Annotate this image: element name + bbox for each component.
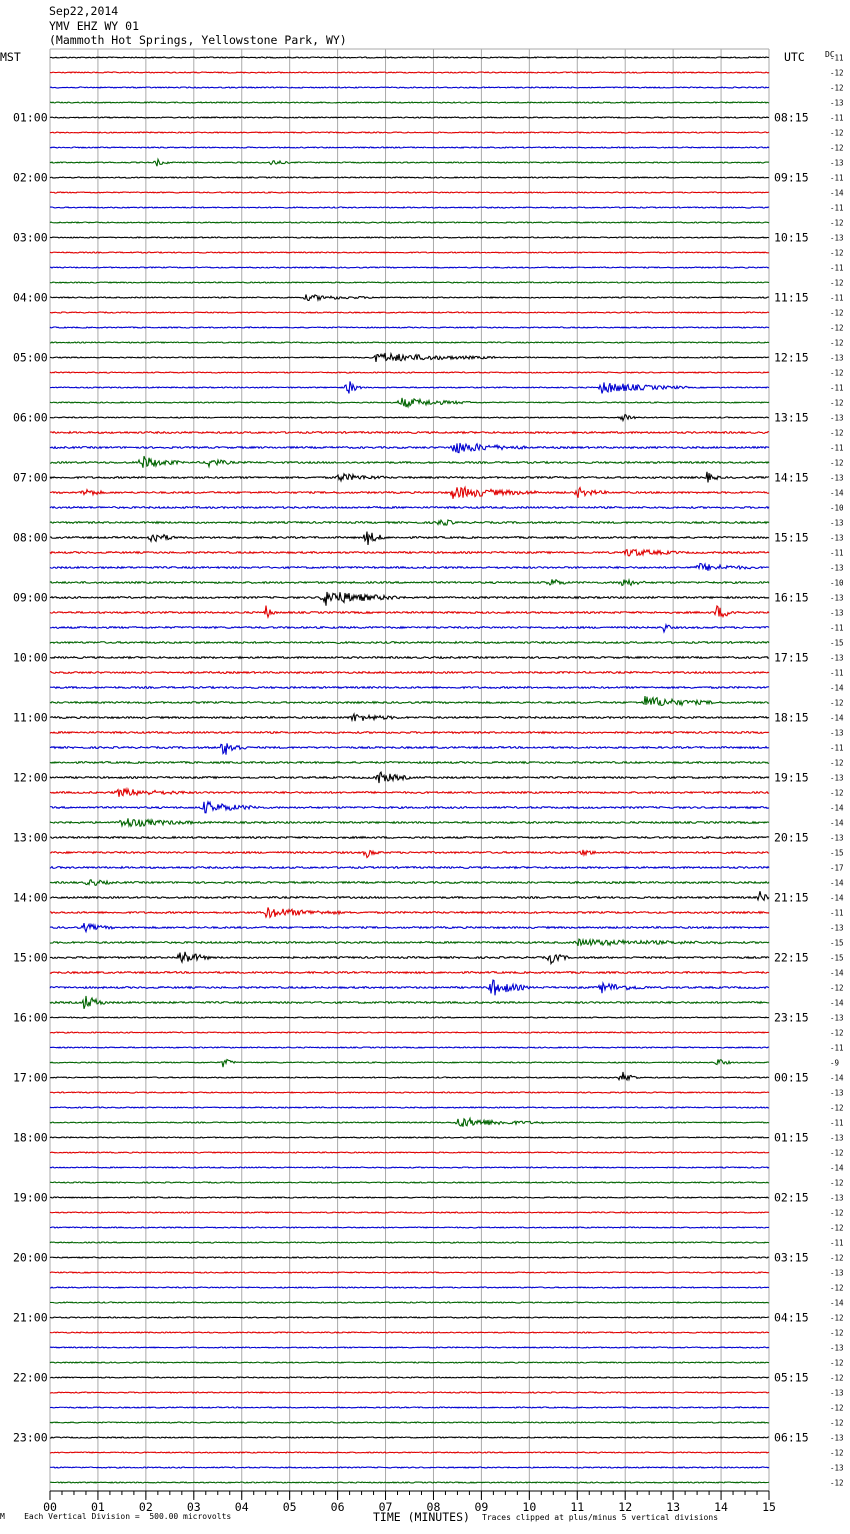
seismic-trace xyxy=(50,939,769,946)
seismic-trace xyxy=(50,1152,769,1153)
seismic-trace xyxy=(50,972,769,974)
left-hour-label: 15:00 xyxy=(13,950,48,965)
x-tick-label: 12 xyxy=(618,1500,633,1514)
seismic-trace xyxy=(50,564,769,571)
seismic-trace xyxy=(50,192,769,193)
dc-offset-label: -14 xyxy=(830,188,844,198)
seismic-trace xyxy=(50,818,769,826)
seismic-trace xyxy=(50,443,769,453)
dc-offset-label: -12 xyxy=(830,458,844,468)
dc-offset-label: -13 xyxy=(830,923,844,933)
dc-offset-label: -13 xyxy=(830,1343,844,1353)
seismic-trace xyxy=(50,252,769,253)
right-hour-label: 17:15 xyxy=(774,650,809,665)
left-timezone-label: MST xyxy=(0,50,21,64)
dc-offset-label: -12 xyxy=(830,1358,844,1368)
seismic-trace xyxy=(50,907,769,917)
dc-offset-label: -12 xyxy=(830,983,844,993)
seismic-trace xyxy=(50,294,769,300)
right-timezone-label: UTC xyxy=(784,50,805,64)
dc-offset-label: -11 xyxy=(830,203,844,213)
chart-station: YMV EHZ WY 01 xyxy=(49,18,140,33)
seismic-trace xyxy=(50,159,769,166)
seismic-trace xyxy=(50,867,769,869)
x-tick-label: 00 xyxy=(43,1500,57,1514)
seismic-trace xyxy=(50,1422,769,1423)
seismic-trace xyxy=(50,789,769,797)
footer-scale: Each Vertical Division = 500.00 microvolts xyxy=(24,1512,232,1521)
right-hour-label: 13:15 xyxy=(774,410,809,425)
dc-offset-label: -15 xyxy=(830,938,844,948)
left-hour-label: 22:00 xyxy=(13,1370,48,1385)
seismic-trace xyxy=(50,687,769,689)
dc-offset-label: -14 xyxy=(830,1163,844,1173)
seismic-trace xyxy=(50,772,769,783)
left-hour-label: 10:00 xyxy=(13,650,48,665)
seismic-trace xyxy=(50,743,769,754)
dc-offset-label: -13 xyxy=(830,1133,844,1143)
dc-offset-label: -11 xyxy=(830,293,844,303)
dc-offset-label: -12 xyxy=(830,128,844,138)
seismic-trace xyxy=(50,762,769,764)
seismic-trace xyxy=(50,117,769,118)
dc-offset-label: -12 xyxy=(830,338,844,348)
right-hour-label: 06:15 xyxy=(774,1430,809,1445)
left-hour-label: 11:00 xyxy=(13,710,48,725)
seismic-trace xyxy=(50,177,769,178)
right-hour-label: 18:15 xyxy=(774,710,809,725)
x-tick-label: 09 xyxy=(474,1500,489,1514)
seismic-trace xyxy=(50,282,769,283)
dc-offset-label: -12 xyxy=(830,248,844,258)
seismic-trace xyxy=(50,1167,769,1168)
seismic-trace xyxy=(50,398,769,407)
dc-offset-label: -10 xyxy=(830,578,844,588)
seismic-trace xyxy=(50,132,769,133)
seismic-trace xyxy=(50,102,769,103)
seismic-trace xyxy=(50,1272,769,1273)
dc-offset-label: -12 xyxy=(830,1313,844,1323)
seismic-trace xyxy=(50,1227,769,1228)
right-hour-label: 21:15 xyxy=(774,890,809,905)
dc-offset-label: -15 xyxy=(830,638,844,648)
right-hour-label: 08:15 xyxy=(774,110,809,125)
left-hour-label: 16:00 xyxy=(13,1010,48,1025)
dc-offset-label: -12 xyxy=(830,1328,844,1338)
seismic-trace xyxy=(50,579,769,585)
dc-offset-label: -12 xyxy=(830,1283,844,1293)
right-hour-label: 09:15 xyxy=(774,170,809,185)
dc-offset-label: -11 xyxy=(830,743,844,753)
x-tick-label: 10 xyxy=(522,1500,537,1514)
right-hour-label: 10:15 xyxy=(774,230,809,245)
seismic-trace xyxy=(50,850,769,858)
dc-offset-label: -13 xyxy=(830,1433,844,1443)
seismic-trace xyxy=(50,415,769,421)
left-hour-label: 21:00 xyxy=(13,1310,48,1325)
dc-offset-label: -13 xyxy=(830,233,844,243)
dc-offset-label: -12 xyxy=(830,68,844,78)
dc-offset-label: -12 xyxy=(830,278,844,288)
seismic-trace xyxy=(50,1287,769,1288)
dc-offset-label: -11 xyxy=(830,668,844,678)
seismic-trace xyxy=(50,837,769,839)
seismic-trace xyxy=(50,237,769,238)
dc-offset-label: -13 xyxy=(830,1268,844,1278)
seismic-trace xyxy=(50,267,769,268)
left-hour-label: 23:00 xyxy=(13,1430,48,1445)
dc-offset-label: -13 xyxy=(830,653,844,663)
right-hour-label: 00:15 xyxy=(774,1070,809,1085)
dc-offset-label: -11 xyxy=(830,263,844,273)
left-hour-label: 18:00 xyxy=(13,1130,48,1145)
dc-offset-label: -12 xyxy=(830,218,844,228)
footer-mark: M xyxy=(0,1512,5,1521)
dc-offset-label: -11 xyxy=(830,1118,844,1128)
seismic-trace xyxy=(50,353,769,362)
dc-offset-label: -12 xyxy=(830,1403,844,1413)
left-hour-label: 06:00 xyxy=(13,410,48,425)
seismic-trace xyxy=(50,312,769,313)
x-tick-label: 14 xyxy=(714,1500,728,1514)
left-hour-label: 09:00 xyxy=(13,590,48,605)
seismic-trace xyxy=(50,1197,769,1198)
left-hour-label: 07:00 xyxy=(13,470,48,485)
dc-offset-label: -12 xyxy=(830,1448,844,1458)
x-tick-label: 15 xyxy=(762,1500,776,1514)
seismic-trace xyxy=(50,1017,769,1018)
seismic-trace xyxy=(50,456,769,468)
dc-offset-label: -12 xyxy=(830,1178,844,1188)
dc-offset-label: -11 xyxy=(830,383,844,393)
dc-offset-label: -12 xyxy=(830,1208,844,1218)
right-hour-label: 02:15 xyxy=(774,1190,809,1205)
right-hour-label: 20:15 xyxy=(774,830,809,845)
dc-offset-label: -13 xyxy=(830,593,844,603)
seismic-trace xyxy=(50,642,769,644)
x-tick-label: 11 xyxy=(570,1500,585,1514)
dc-offset-label: -12 xyxy=(830,368,844,378)
seismic-trace xyxy=(50,57,769,58)
dc-offset-label: -13 xyxy=(830,1013,844,1023)
dc-offset-label: -14 xyxy=(830,488,844,498)
seismic-trace xyxy=(50,147,769,148)
dc-offset-label: -11 xyxy=(830,443,844,453)
seismic-trace xyxy=(50,487,769,498)
seismic-trace xyxy=(50,732,769,734)
seismic-trace xyxy=(50,1302,769,1303)
left-hour-label: 19:00 xyxy=(13,1190,48,1205)
dc-offset-label: -15 xyxy=(830,953,844,963)
time-grid xyxy=(50,49,769,1498)
left-hour-label: 05:00 xyxy=(13,350,48,365)
seismic-trace xyxy=(50,1257,769,1258)
dc-offset-label: -12 xyxy=(830,788,844,798)
seismic-trace xyxy=(50,372,769,373)
dc-offset-label: -13 xyxy=(830,98,844,108)
right-hour-label: 15:15 xyxy=(774,530,809,545)
seismic-trace xyxy=(50,1092,769,1093)
dc-offset-label: -11 xyxy=(830,548,844,558)
dc-offset-label: -12 xyxy=(830,308,844,318)
seismic-trace xyxy=(50,1072,769,1080)
seismic-trace xyxy=(50,1407,769,1408)
dc-offset-label: -12 xyxy=(830,143,844,153)
right-hour-label: 16:15 xyxy=(774,590,809,605)
left-hour-label: 17:00 xyxy=(13,1070,48,1085)
dc-offset-label: -11 xyxy=(830,53,844,63)
seismic-trace xyxy=(50,1392,769,1393)
dc-offset-label: -13 xyxy=(830,353,844,363)
right-hour-label: 14:15 xyxy=(774,470,809,485)
dc-offset-label: -13 xyxy=(830,473,844,483)
seismic-trace xyxy=(50,1118,769,1126)
seismic-trace xyxy=(50,1452,769,1453)
dc-offset-label: -13 xyxy=(830,728,844,738)
dc-offset-label: -12 xyxy=(830,1478,844,1488)
right-hour-label: 03:15 xyxy=(774,1250,809,1265)
seismic-trace xyxy=(50,1032,769,1033)
dc-offset-label: -14 xyxy=(830,878,844,888)
left-hour-label: 20:00 xyxy=(13,1250,48,1265)
dc-offset-label: -11 xyxy=(830,908,844,918)
seismic-trace xyxy=(50,923,769,932)
dc-offset-label: -14 xyxy=(830,893,844,903)
dc-offset-label: -13 xyxy=(830,1463,844,1473)
seismic-trace xyxy=(50,802,769,813)
chart-date: Sep22,2014 xyxy=(49,4,119,18)
dc-offset-label: -13 xyxy=(830,1193,844,1203)
seismic-trace xyxy=(50,1212,769,1213)
dc-offset-label: -14 xyxy=(830,803,844,813)
x-tick-label: 13 xyxy=(666,1500,681,1514)
seismic-trace xyxy=(50,1242,769,1243)
seismic-trace xyxy=(50,1107,769,1108)
seismic-trace xyxy=(50,507,769,509)
dc-offset-label: -15 xyxy=(830,848,844,858)
dc-offset-label: -12 xyxy=(830,1373,844,1383)
dc-offset-label: -14 xyxy=(830,713,844,723)
right-hour-label: 05:15 xyxy=(774,1370,809,1385)
seismic-trace xyxy=(50,472,769,483)
dc-offset-label: -12 xyxy=(830,1028,844,1038)
left-hour-label: 04:00 xyxy=(13,290,48,305)
dc-offset-label: -13 xyxy=(830,518,844,528)
dc-offset-label: -13 xyxy=(830,773,844,783)
left-hour-label: 01:00 xyxy=(13,110,48,125)
dc-offset-label: -11 xyxy=(830,1238,844,1248)
dc-offset-label: -12 xyxy=(830,323,844,333)
seismic-trace xyxy=(50,1362,769,1363)
seismic-trace xyxy=(50,880,769,886)
left-hour-label: 13:00 xyxy=(13,830,48,845)
dc-offset-label: -9 xyxy=(830,1058,840,1068)
seismic-trace xyxy=(50,1467,769,1468)
dc-offset-label: -17 xyxy=(830,863,844,873)
seismic-trace xyxy=(50,381,769,393)
seismic-trace xyxy=(50,625,769,632)
seismic-trace xyxy=(50,996,769,1009)
seismic-trace xyxy=(50,342,769,343)
dc-offset-label: -13 xyxy=(830,1388,844,1398)
dc-offset-label: -12 xyxy=(830,1418,844,1428)
x-tick-label: 02 xyxy=(138,1500,153,1514)
dc-offset-label: -12 xyxy=(830,758,844,768)
dc-offset-label: -14 xyxy=(830,683,844,693)
seismic-trace xyxy=(50,87,769,88)
dc-offset-label: -13 xyxy=(830,608,844,618)
seismic-trace xyxy=(50,1047,769,1048)
dc-offset-label: -11 xyxy=(830,173,844,183)
x-tick-label: 01 xyxy=(91,1500,105,1514)
dc-offset-label: -12 xyxy=(830,83,844,93)
seismic-trace xyxy=(50,550,769,556)
seismic-trace xyxy=(50,1347,769,1348)
x-tick-label: 05 xyxy=(282,1500,297,1514)
seismic-trace xyxy=(50,1137,769,1138)
clip-note: Traces clipped at plus/minus 5 vertical divisions xyxy=(482,1513,719,1522)
scale-note xyxy=(0,1512,231,1521)
seismic-trace xyxy=(50,1182,769,1183)
x-tick-label: 06 xyxy=(330,1500,345,1514)
dc-offset-label: -13 xyxy=(830,533,844,543)
seismic-trace xyxy=(50,432,769,434)
dc-offset-label: -12 xyxy=(830,1253,844,1263)
dc-offset-label: -14 xyxy=(830,998,844,1008)
right-hour-label: 04:15 xyxy=(774,1310,809,1325)
right-hour-label: 22:15 xyxy=(774,950,809,965)
seismic-trace xyxy=(50,222,769,223)
seismic-trace xyxy=(50,327,769,328)
dc-offset-label: -13 xyxy=(830,563,844,573)
x-tick-label: 07 xyxy=(378,1500,393,1514)
x-tick-label: 03 xyxy=(186,1500,201,1514)
x-axis-title: TIME (MINUTES) xyxy=(373,1510,470,1524)
seismic-trace xyxy=(50,696,769,705)
dc-offset-label: -13 xyxy=(830,158,844,168)
x-tick-label: 08 xyxy=(426,1500,441,1514)
seismic-trace xyxy=(50,532,769,545)
seismic-trace xyxy=(50,72,769,73)
trace-group xyxy=(50,57,769,1483)
dc-offset-label: -14 xyxy=(830,1298,844,1308)
dc-offset-label: -13 xyxy=(830,413,844,423)
seismic-trace xyxy=(50,980,769,995)
seismic-trace xyxy=(50,1377,769,1378)
dc-offset-label: -12 xyxy=(830,1103,844,1113)
dc-offset-label: -12 xyxy=(830,1148,844,1158)
dc-offset-label: -11 xyxy=(830,1043,844,1053)
dc-offset-label: -12 xyxy=(830,398,844,408)
seismic-trace xyxy=(50,714,769,721)
chart-location: (Mammoth Hot Springs, Yellowstone Park, WY) xyxy=(49,33,347,47)
left-hour-label: 02:00 xyxy=(13,170,48,185)
x-tick-label: 04 xyxy=(234,1500,249,1514)
seismic-trace xyxy=(50,606,769,618)
dc-offset-label: -12 xyxy=(830,428,844,438)
seismic-trace xyxy=(50,672,769,674)
seismic-trace xyxy=(50,1482,769,1483)
dc-offset-label: -11 xyxy=(830,113,844,123)
dc-offset-label: -12 xyxy=(830,698,844,708)
right-hour-label: 12:15 xyxy=(774,350,809,365)
right-hour-label: 19:15 xyxy=(774,770,809,785)
dc-offset-label: -14 xyxy=(830,968,844,978)
seismic-trace xyxy=(50,1059,769,1067)
left-hour-label: 03:00 xyxy=(13,230,48,245)
dc-offset-label: -14 xyxy=(830,1073,844,1083)
right-hour-label: 01:15 xyxy=(774,1130,809,1145)
right-hour-label: 11:15 xyxy=(774,290,809,305)
dc-offset-label: -12 xyxy=(830,1223,844,1233)
seismic-trace xyxy=(50,891,769,900)
dc-label: DC xyxy=(825,50,835,59)
seismic-trace xyxy=(50,1317,769,1318)
left-hour-label: 14:00 xyxy=(13,890,48,905)
seismic-trace xyxy=(50,1332,769,1333)
seismic-trace xyxy=(50,952,769,964)
dc-offset-label: -13 xyxy=(830,1088,844,1098)
seismic-trace xyxy=(50,520,769,525)
left-hour-label: 12:00 xyxy=(13,770,48,785)
right-hour-label: 23:15 xyxy=(774,1010,809,1025)
seismic-trace xyxy=(50,657,769,659)
seismic-trace xyxy=(50,207,769,208)
dc-offset-label: -14 xyxy=(830,818,844,828)
seismic-trace xyxy=(50,1437,769,1438)
dc-offset-label: -11 xyxy=(830,623,844,633)
seismic-trace xyxy=(50,592,769,606)
dc-offset-label: -10 xyxy=(830,503,844,513)
left-hour-label: 08:00 xyxy=(13,530,48,545)
dc-offset-label: -13 xyxy=(830,833,844,843)
